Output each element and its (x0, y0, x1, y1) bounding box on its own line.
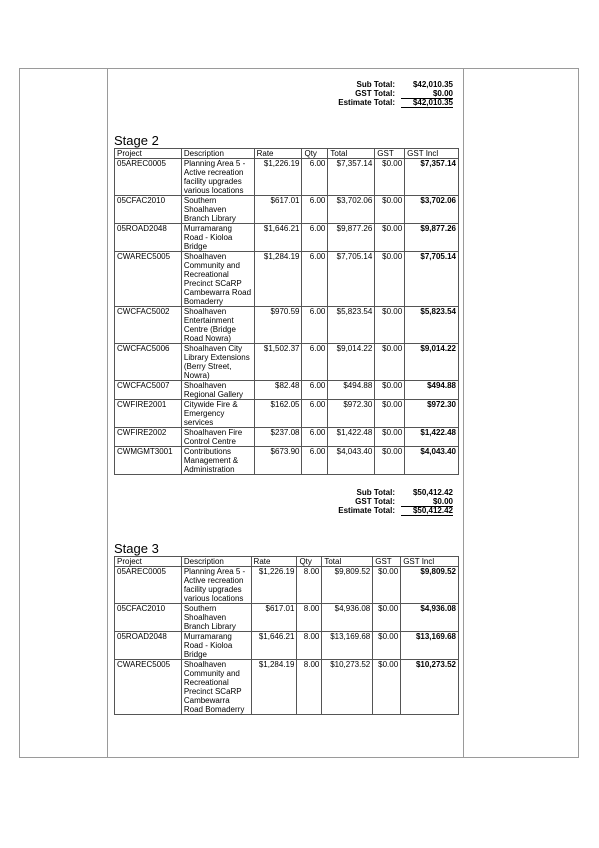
cell-gst-incl: $10,273.52 (401, 660, 459, 715)
cell-gst: $0.00 (373, 567, 401, 604)
cell-qty: 6.00 (302, 447, 328, 475)
cell-gst-incl: $4,936.08 (401, 604, 459, 632)
sub-total-value: $50,412.42 (412, 488, 453, 497)
cell-project: 05AREC0005 (115, 159, 182, 196)
cell-gst: $0.00 (375, 224, 405, 252)
cell-rate: $237.08 (254, 428, 302, 447)
cell-gst: $0.00 (375, 400, 405, 428)
stage-2-rows (115, 159, 459, 475)
table-row (115, 252, 459, 307)
cell-project: CWAREC5005 (115, 252, 182, 307)
col-header-gst-incl: GST Incl (405, 149, 459, 159)
cell-description: Contributions Management & Administration (181, 447, 254, 475)
cell-gst-incl: $4,043.40 (405, 447, 459, 475)
cell-description: Shoalhaven Entertainment Centre (Bridge Road Nowra) (181, 307, 254, 344)
table-row (115, 381, 459, 400)
table-row (115, 196, 459, 224)
cell-qty: 6.00 (302, 344, 328, 381)
page-frame-top (19, 68, 578, 69)
stage-3-table (114, 556, 459, 715)
content-column-right-border (463, 68, 464, 758)
table-row (115, 400, 459, 428)
cell-gst-incl: $5,823.54 (405, 307, 459, 344)
cell-rate: $1,646.21 (254, 224, 302, 252)
estimate-total-label: Estimate Total: (338, 98, 395, 107)
cell-project: CWAREC5005 (115, 660, 182, 715)
cell-qty: 8.00 (297, 632, 322, 660)
cell-rate: $82.48 (254, 381, 302, 400)
gst-total-label: GST Total: (355, 89, 395, 98)
cell-rate: $1,226.19 (251, 567, 297, 604)
cell-total: $494.88 (328, 381, 375, 400)
cell-description: Southern Shoalhaven Branch Library (181, 604, 251, 632)
cell-qty: 6.00 (302, 196, 328, 224)
cell-description: Shoalhaven City Library Extensions (Berry Street, Nowra) (181, 344, 254, 381)
cell-total: $972.30 (328, 400, 375, 428)
cell-description: Shoalhaven Community and Recreational Precinct SCaRP Cambewarra Road Bomaderry (181, 252, 254, 307)
cell-description: Planning Area 5 - Active recreation facility upgrades various locations (181, 567, 251, 604)
cell-project: 05CFAC2010 (115, 196, 182, 224)
cell-total: $9,014.22 (328, 344, 375, 381)
table-row (115, 567, 459, 604)
cell-project: CWMGMT3001 (115, 447, 182, 475)
cell-gst-incl: $7,357.14 (405, 159, 459, 196)
cell-project: 05AREC0005 (115, 567, 182, 604)
cell-qty: 6.00 (302, 381, 328, 400)
cell-gst: $0.00 (375, 196, 405, 224)
stage2-totals (253, 488, 453, 515)
table-row (115, 604, 459, 632)
totals-rule (401, 515, 453, 516)
cell-qty: 8.00 (297, 604, 322, 632)
cell-project: CWFIRE2001 (115, 400, 182, 428)
cell-gst: $0.00 (373, 660, 401, 715)
table-row (115, 660, 459, 715)
cell-gst-incl: $3,702.06 (405, 196, 459, 224)
cell-rate: $617.01 (254, 196, 302, 224)
cell-project: 05CFAC2010 (115, 604, 182, 632)
stage-2-title: Stage 2 (114, 133, 159, 148)
cell-gst: $0.00 (375, 447, 405, 475)
cell-gst-incl: $1,422.48 (405, 428, 459, 447)
col-header-project: Project (115, 557, 182, 567)
cell-gst: $0.00 (373, 604, 401, 632)
cell-qty: 6.00 (302, 224, 328, 252)
cell-qty: 6.00 (302, 252, 328, 307)
cell-gst: $0.00 (375, 428, 405, 447)
cell-gst: $0.00 (375, 307, 405, 344)
cell-gst-incl: $494.88 (405, 381, 459, 400)
cell-qty: 6.00 (302, 428, 328, 447)
cell-project: CWCFAC5007 (115, 381, 182, 400)
table-row (115, 159, 459, 196)
totals-rule (401, 107, 453, 108)
cell-qty: 6.00 (302, 307, 328, 344)
sub-total-label: Sub Total: (356, 80, 395, 89)
col-header-qty: Qty (302, 149, 328, 159)
cell-description: Shoalhaven Community and Recreational Precinct SCaRP Cambewarra Road Bomaderry (181, 660, 251, 715)
page-frame-bottom (19, 757, 578, 758)
col-header-description: Description (181, 149, 254, 159)
estimate-total-label: Estimate Total: (338, 506, 395, 515)
content-column-left-border (107, 68, 108, 758)
cell-total: $7,357.14 (328, 159, 375, 196)
table-row (115, 224, 459, 252)
cell-total: $4,043.40 (328, 447, 375, 475)
cell-qty: 6.00 (302, 400, 328, 428)
gst-total-value: $0.00 (432, 89, 453, 98)
cell-total: $7,705.14 (328, 252, 375, 307)
table-header-row (115, 149, 459, 159)
col-header-rate: Rate (254, 149, 302, 159)
cell-qty: 6.00 (302, 159, 328, 196)
table-row (115, 632, 459, 660)
stage1-totals (253, 80, 453, 107)
cell-rate: $1,284.19 (254, 252, 302, 307)
gst-total-value: $0.00 (432, 497, 453, 506)
col-header-project: Project (115, 149, 182, 159)
cell-project: 05ROAD2048 (115, 224, 182, 252)
cell-gst-incl: $7,705.14 (405, 252, 459, 307)
cell-total: $9,809.52 (322, 567, 373, 604)
cell-total: $1,422.48 (328, 428, 375, 447)
col-header-qty: Qty (297, 557, 322, 567)
table-row (115, 344, 459, 381)
stage-3-title: Stage 3 (114, 541, 159, 556)
col-header-gst-incl: GST Incl (401, 557, 459, 567)
cell-rate: $970.59 (254, 307, 302, 344)
sub-total-value: $42,010.35 (412, 80, 453, 89)
cell-total: $5,823.54 (328, 307, 375, 344)
col-header-total: Total (328, 149, 375, 159)
stage-2-table (114, 148, 459, 475)
cell-gst: $0.00 (375, 159, 405, 196)
col-header-gst: GST (373, 557, 401, 567)
table-row (115, 428, 459, 447)
cell-project: CWFIRE2002 (115, 428, 182, 447)
cell-rate: $1,284.19 (251, 660, 297, 715)
cell-total: $10,273.52 (322, 660, 373, 715)
cell-gst: $0.00 (373, 632, 401, 660)
col-header-rate: Rate (251, 557, 297, 567)
cell-gst-incl: $9,809.52 (401, 567, 459, 604)
cell-gst-incl: $9,877.26 (405, 224, 459, 252)
estimate-total-value: $42,010.35 (412, 98, 453, 107)
page-frame-right (578, 68, 579, 758)
cell-rate: $1,502.37 (254, 344, 302, 381)
cell-rate: $1,226.19 (254, 159, 302, 196)
table-header-row (115, 557, 459, 567)
cell-project: CWCFAC5002 (115, 307, 182, 344)
cell-total: $4,936.08 (322, 604, 373, 632)
cell-rate: $617.01 (251, 604, 297, 632)
cell-qty: 8.00 (297, 660, 322, 715)
cell-description: Shoalhaven Regional Gallery (181, 381, 254, 400)
cell-description: Murramarang Road - Kioloa Bridge (181, 632, 251, 660)
cell-description: Planning Area 5 - Active recreation facility upgrades various locations (181, 159, 254, 196)
cell-total: $13,169.68 (322, 632, 373, 660)
cell-qty: 8.00 (297, 567, 322, 604)
table-row (115, 447, 459, 475)
cell-gst-incl: $972.30 (405, 400, 459, 428)
cell-rate: $162.05 (254, 400, 302, 428)
cell-project: CWCFAC5006 (115, 344, 182, 381)
estimate-total-value: $50,412.42 (412, 506, 453, 515)
page-frame-left (19, 68, 20, 758)
cell-rate: $1,646.21 (251, 632, 297, 660)
cell-description: Murramarang Road - Kioloa Bridge (181, 224, 254, 252)
cell-total: $9,877.26 (328, 224, 375, 252)
cell-rate: $673.90 (254, 447, 302, 475)
table-row (115, 307, 459, 344)
cell-project: 05ROAD2048 (115, 632, 182, 660)
cell-gst: $0.00 (375, 252, 405, 307)
cell-description: Shoalhaven Fire Control Centre (181, 428, 254, 447)
stage-3-rows (115, 567, 459, 715)
col-header-description: Description (181, 557, 251, 567)
cell-total: $3,702.06 (328, 196, 375, 224)
cell-gst-incl: $13,169.68 (401, 632, 459, 660)
cell-gst-incl: $9,014.22 (405, 344, 459, 381)
cell-description: Citywide Fire & Emergency services (181, 400, 254, 428)
cell-gst: $0.00 (375, 344, 405, 381)
col-header-total: Total (322, 557, 373, 567)
gst-total-label: GST Total: (355, 497, 395, 506)
cell-gst: $0.00 (375, 381, 405, 400)
col-header-gst: GST (375, 149, 405, 159)
sub-total-label: Sub Total: (356, 488, 395, 497)
cell-description: Southern Shoalhaven Branch Library (181, 196, 254, 224)
